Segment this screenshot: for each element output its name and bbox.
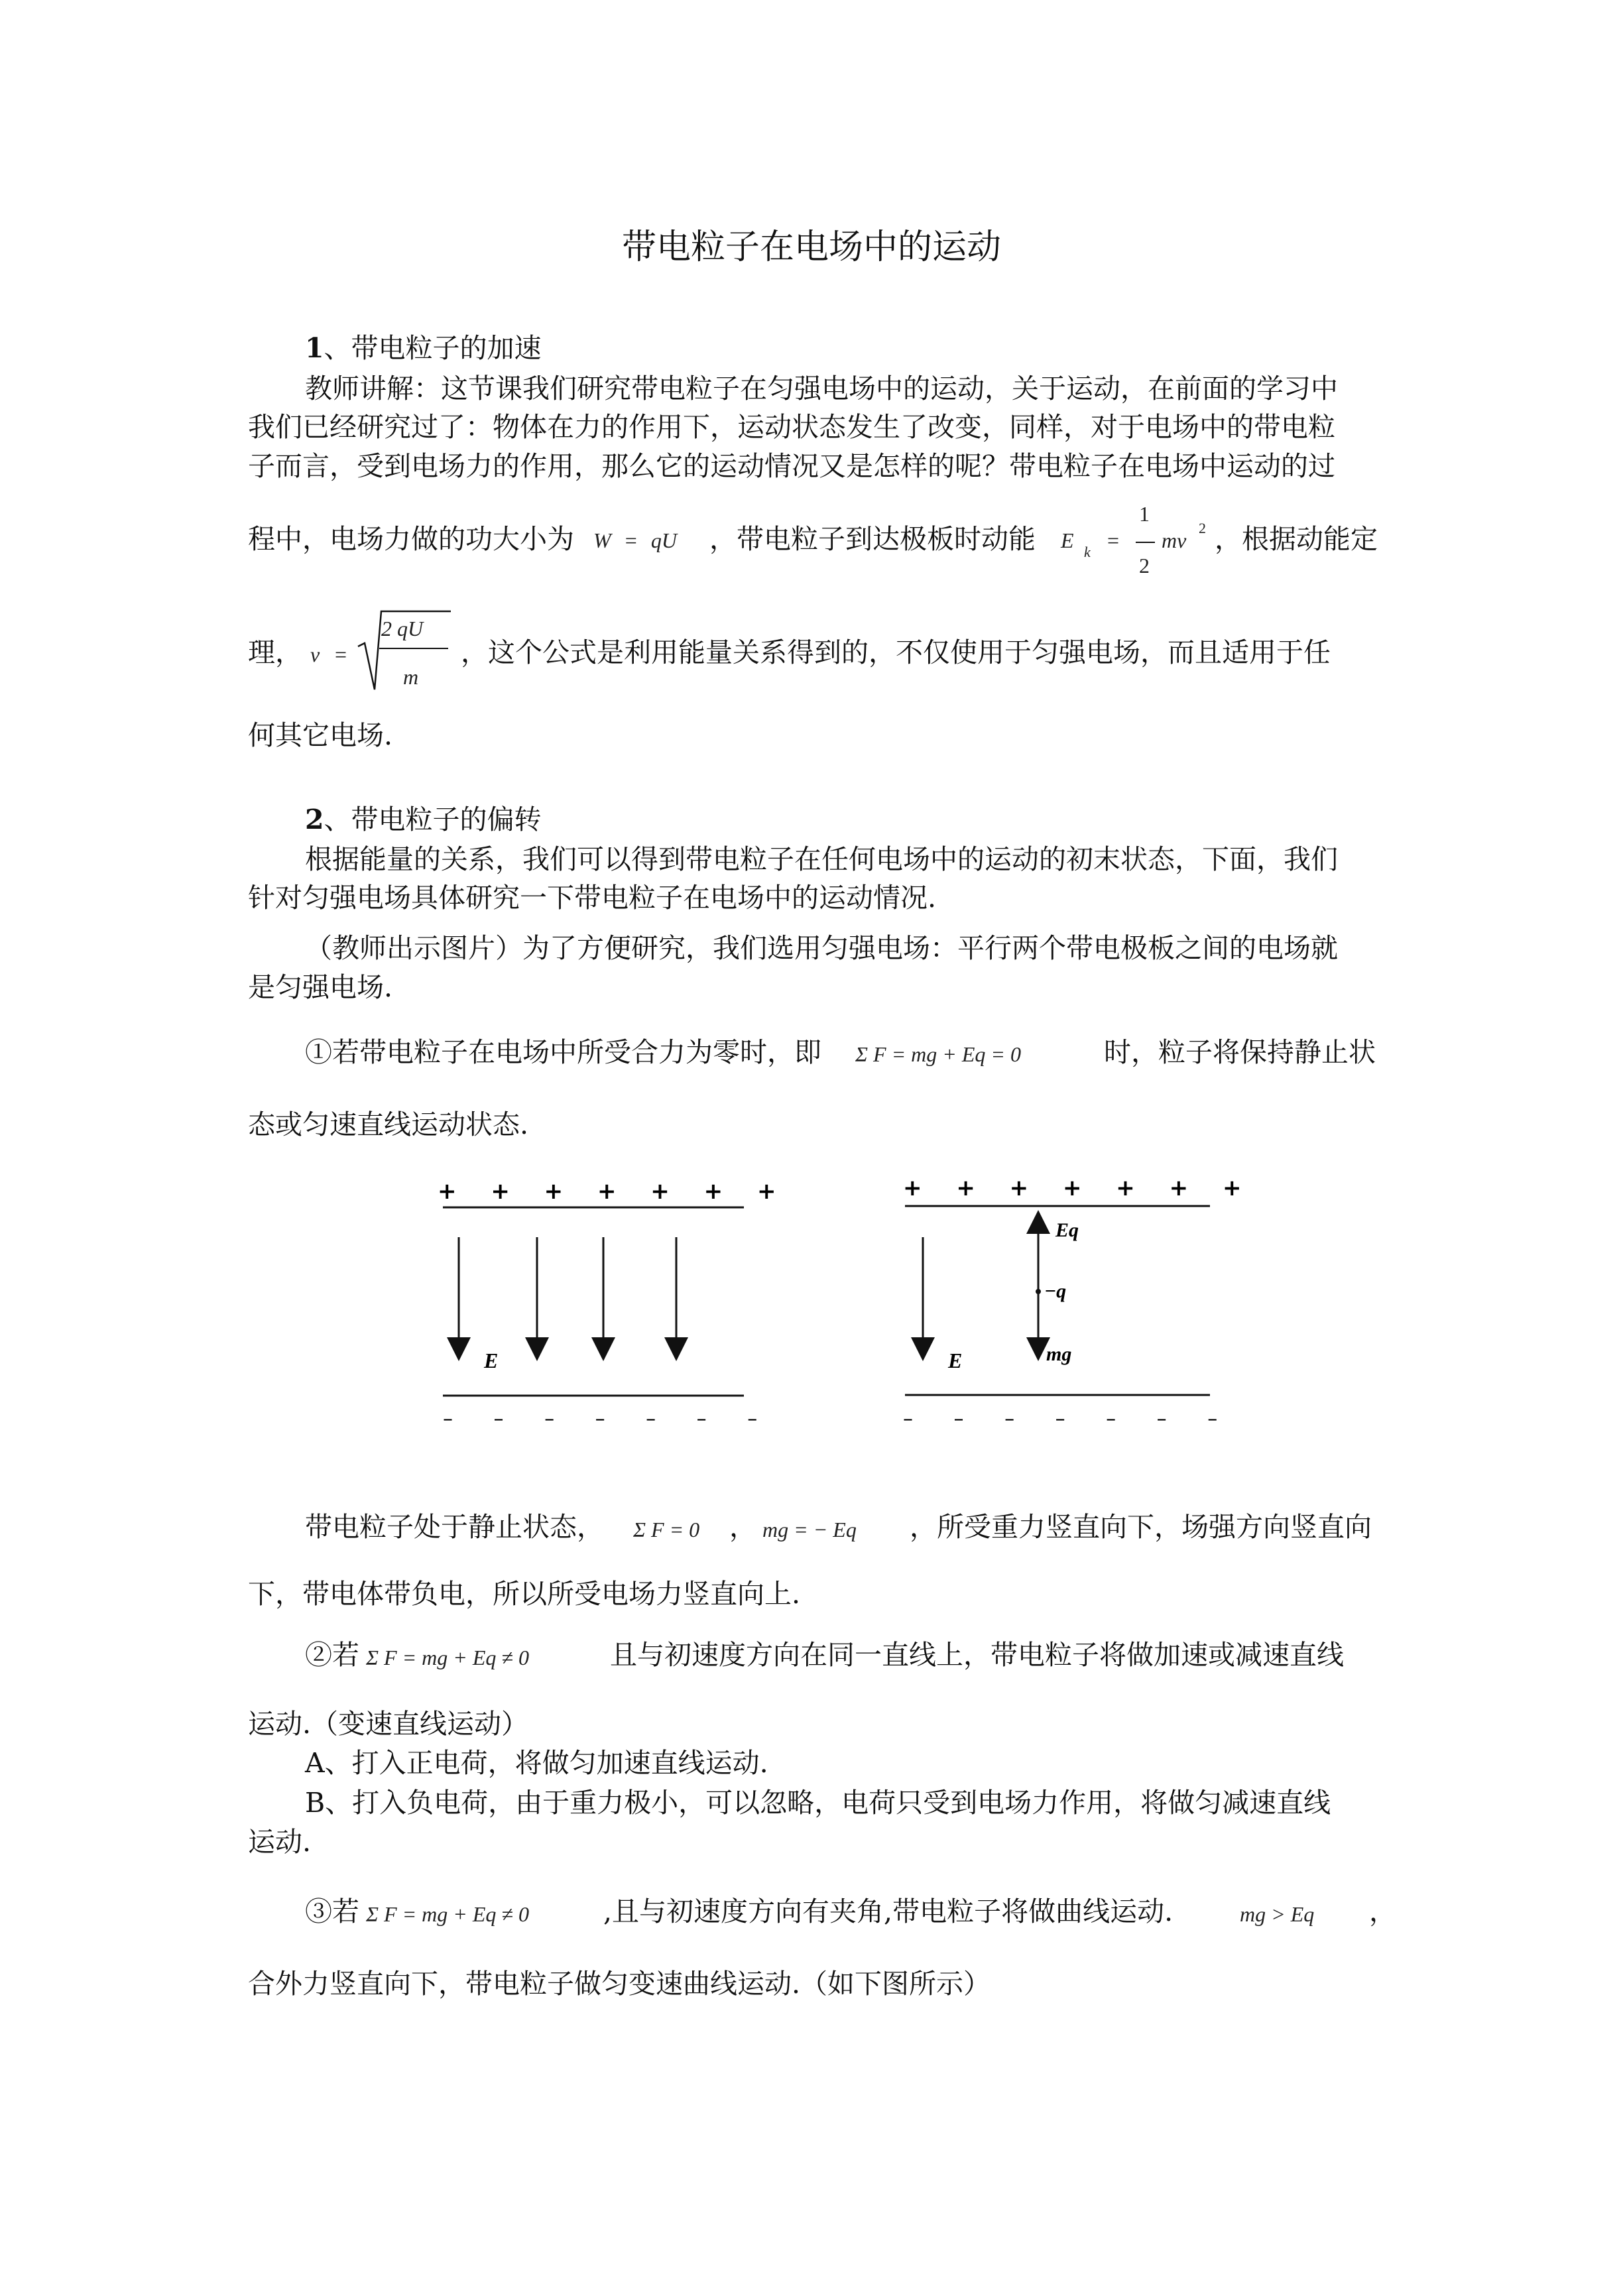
s2-line-1: 根据能量的关系，我们可以得到带电粒子在任何电场中的运动的初末状态，下面，我们 <box>305 843 1338 875</box>
v-eq: = <box>335 642 347 666</box>
section1-number: 1 <box>305 332 324 364</box>
s1-line-3: 子而言，受到电场力的作用，那么它的运动情况又是怎样的呢？带电粒子在电场中运动的过 <box>248 450 1335 482</box>
s2-line-4: 是匀强电场. <box>248 971 393 1003</box>
case2-formula: Σ F = mg + Eq ≠ 0 <box>366 1646 529 1669</box>
s1-line-1: 教师讲解：这节课我们研究带电粒子在匀强电场中的运动，关于运动，在前面的学习中 <box>305 373 1338 404</box>
section2-heading-text: 、带电粒子的偏转 <box>324 804 542 835</box>
case3-line-c: ， <box>1369 1896 1396 1927</box>
static-formula-1: Σ F = 0 <box>633 1518 700 1541</box>
case1-line-a: ①若带电粒子在电场中所受合力为零时，即 <box>305 1036 821 1068</box>
ek-mv: mv <box>1162 528 1187 552</box>
right-plus-charges: + + + + + + + <box>903 1175 1255 1201</box>
case2-B-line-1: B、打入负电荷，由于重力极小，可以忽略，电荷只受到电场力作用，将做匀减速直线 <box>305 1787 1331 1819</box>
left-plus-charges: + + + + + + + <box>438 1178 790 1205</box>
left-E-label: E <box>484 1349 499 1372</box>
charge-point <box>1036 1289 1041 1294</box>
case1-line-c: 态或匀速直线运动状态. <box>248 1109 529 1140</box>
case3-formula: Σ F = mg + Eq ≠ 0 <box>366 1902 529 1926</box>
static-line-b: ， <box>729 1511 756 1543</box>
right-minus-charges: – – – – – – – <box>903 1408 1235 1431</box>
right-E-label: E <box>948 1349 963 1372</box>
Eq-label: Eq <box>1055 1219 1079 1241</box>
case3-line-d: 合外力竖直向下，带电粒子做匀变速曲线运动.（如下图所示） <box>248 1968 991 2000</box>
ek-eq: = <box>1107 528 1120 552</box>
v-denominator: m <box>403 665 419 689</box>
work-W: W <box>593 528 611 552</box>
case2-line-a: ②若 <box>305 1639 359 1671</box>
sqrt-symbol <box>358 611 451 690</box>
s1-line-4c: ，根据动能定 <box>1215 523 1378 555</box>
ek-square: 2 <box>1199 520 1206 536</box>
s1-line-5b: ，这个公式是利用能量关系得到的，不仅使用于匀强电场，而且适用于任 <box>461 636 1331 668</box>
case3-line-a: ③若 <box>305 1896 359 1927</box>
page-title: 带电粒子在电场中的运动 <box>621 227 1001 267</box>
static-formula-2: mg = − Eq <box>762 1518 857 1541</box>
case3-inequality: mg > Eq <box>1240 1902 1315 1926</box>
work-eq: = <box>625 528 637 552</box>
s1-line-6: 何其它电场. <box>248 719 393 751</box>
case2-line-c: 运动.（变速直线运动） <box>248 1708 529 1740</box>
section2-number: 2 <box>305 804 324 835</box>
case2-B-line-2: 运动. <box>248 1826 312 1858</box>
case3-line-b: ,且与初速度方向有夹角,带电粒子将做曲线运动. <box>603 1896 1173 1927</box>
s1-line-5a: 理， <box>248 636 302 668</box>
case2-line-b: 且与初速度方向在同一直线上，带电粒子将做加速或减速直线 <box>610 1639 1344 1671</box>
s1-line-4a: 程中，电场力做的功大小为 <box>248 523 574 555</box>
left-minus-charges: – – – – – – – <box>443 1408 775 1431</box>
case1-line-b: 时，粒子将保持静止状 <box>1104 1036 1376 1068</box>
case2-A: A、打入正电荷，将做匀加速直线运动. <box>305 1747 768 1779</box>
v-numerator: 2 qU <box>381 617 424 640</box>
v-symbol: v <box>310 642 320 666</box>
case1-formula-text: Σ F = mg + Eq = 0 <box>855 1042 1021 1066</box>
left-figure <box>438 1178 789 1431</box>
static-line-d: 下，带电体带负电，所以所受电场力竖直向上. <box>248 1578 801 1610</box>
mg-label: mg <box>1046 1343 1072 1365</box>
charge-label: −q <box>1044 1280 1067 1302</box>
s2-line-2: 针对匀强电场具体研究一下带电粒子在电场中的运动情况. <box>248 882 937 914</box>
s1-line-2: 我们已经研究过了：物体在力的作用下，运动状态发生了改变，同样，对于电场中的带电粒 <box>248 411 1335 443</box>
static-line-a: 带电粒子处于静止状态， <box>305 1511 604 1543</box>
s2-line-3: （教师出示图片）为了方便研究，我们选用匀强电场：平行两个带电极板之间的电场就 <box>305 932 1338 964</box>
ek-denominator: 2 <box>1139 554 1150 577</box>
ek-numerator: 1 <box>1139 502 1150 526</box>
work-qU: qU <box>650 528 677 552</box>
s1-line-4b: ，带电粒子到达极板时动能 <box>709 523 1036 555</box>
section1-heading-text: 、带电粒子的加速 <box>324 332 542 364</box>
ek-subscript: k <box>1084 544 1091 560</box>
right-figure <box>903 1175 1254 1431</box>
ek-E: E <box>1061 528 1074 552</box>
static-line-c: ，所受重力竖直向下，场强方向竖直向 <box>910 1511 1372 1543</box>
